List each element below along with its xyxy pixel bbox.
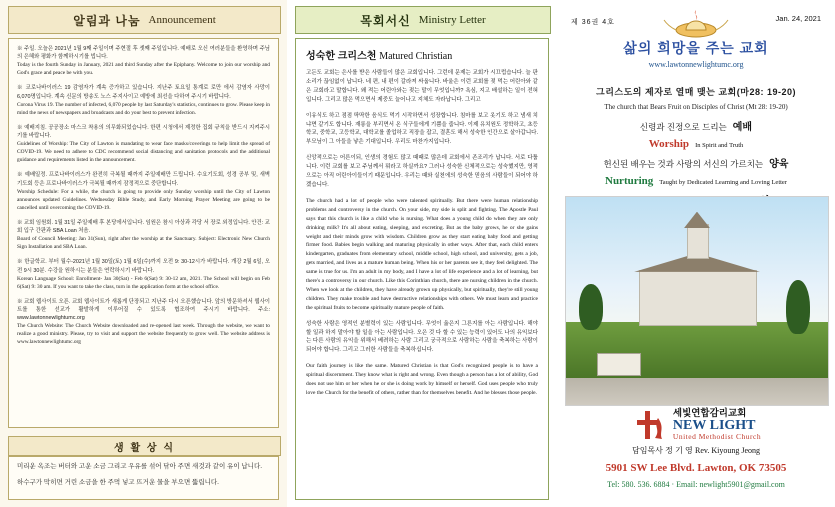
ministry-letter-header-en: Ministry Letter <box>418 14 486 26</box>
announcement-text-ko: ※ 예배일정. 프로나바이러스가 완전히 극복될 때까지 주일예배만 드립니다. 수요기도회, 성경 공부 및, 새벽기도회 등은 프로나바이러스가 극복될 때까지 잠정적으로 중단합니다. <box>17 172 270 187</box>
photo-tree <box>579 284 603 330</box>
announcement-text-ko: ※ 교회 임원회. 1월 31일 주일예배 후 본당에서입니다. 임원은 참시 아상과 각당 서 장로 외정입니다. 안건: 교회 입구 간판과 SBA Loan 처음. <box>17 219 270 235</box>
vision-nurturing-en: Nurturing <box>605 175 654 187</box>
life-tip-item: 하수구가 막히면 거린 소금을 한 주먹 넣고 뜨거운 물을 부으면 뚫립니다. <box>17 479 219 487</box>
vision-verse <box>557 82 835 111</box>
photo-tree <box>786 280 810 334</box>
ministry-closing-en: Our faith journey is like the same. Matured Christian is that God's recognized people is to have a spiritual discernment. They know what is right and wrong. Even though a person has a lot of ability, God does not use him or her when he or she is doing work by himself or herself. God uses people who truly love the Church for the benefit of others, rather than for themselves benefit. And he blesses those people. <box>306 363 538 396</box>
ministry-letter-header-ko: 목회서신 <box>360 13 411 28</box>
announcement-panel <box>0 0 287 507</box>
vision-verse-ko: 그리스도의 제자로 열매 맺는 교회(마28: 19-20) <box>596 87 796 97</box>
ministry-paragraph-ko: 신앙적으로는 어른이되, 인생의 경험도 많고 때때로 많은데 교회에서 존조리가 납니다. 서로 다툽니다. 이런 교회를 보고 주님께서 뭐라고 하실까요? 그러나 성숙한 신체적으로는 성숙했지만, 영적으로는 아직 어린아이들이기 때문입니다. 우리는 때와 실천에의 성숙한 믿음의 사람들이 되어야 하겠습니다. <box>306 155 538 188</box>
announcement-text-en: Today is the fourth Sunday in January, 2021 and third Sunday after the Epiphany. Welcome to join our worship and God's grace and peace be with you. <box>17 62 270 77</box>
church-contact[interactable]: Tel: 580. 536. 6884 · Email: newlight5901@gmail.com <box>607 480 785 489</box>
ministry-letter-title-ko: 성숙한 크리스천 <box>306 51 377 62</box>
pastor-name-en: Rev. Kiyoung Jeong <box>695 446 761 455</box>
announcement-text-ko: ※ 코로나바이러스 19 감염자가 계속 증가하고 있습니다. 지난주 토요일 통계로 로만 에서 감염자 사망이 6,070명입니다. 계속 신문의 방송도 노스 주지사이고 예방에 최선을 다하여 주시기 바랍니다. <box>17 85 270 100</box>
vision-item-nurturing-en <box>557 175 835 187</box>
announcement-text-ko: ※ 교회 웹사이트 오픈. 교회 웹사이트가 새롭게 단장되고 지난주 다시 오픈했습니다. 앞의 방문하셔서 웹사이트를 통한 선교가 활발하게 이루어질 수 있도록 협조하여 주시기 바랍니다. 주소: www.lawtonnewlightumc.org <box>17 298 270 322</box>
church-address: 5901 SW Lee Blvd. Lawton, OK 73505 <box>605 462 787 474</box>
vision-worship-en: Worship <box>648 138 690 150</box>
cross-and-flame-icon <box>631 408 665 442</box>
pastor-line <box>557 445 835 456</box>
church-website[interactable]: www.lawtonnewlightumc.org <box>648 60 744 69</box>
announcement-text-en: Worship Schedule: For a while, the church is going to provide only Sunday worship until the City of Lawton announces updated Guidelines. Wednesday Bible Study, and Early Morning Prayer Meeting are going to be cancelled until overcoming the COVID-19. <box>17 188 270 211</box>
vision-nurturing-en-sub: Taught by Dedicated Learning and Loving Letter <box>659 179 787 186</box>
announcement-text-en: Corona Virus 19. The number of infected, 6,070 people by last Saturday's statistics, continues to grow. Please keep in mind the news of newspapers and broadcasts and do your best to prevent infection. <box>17 101 270 116</box>
church-name-en: NEW LIGHT <box>672 417 756 433</box>
issue-date: Jan. 24, 2021 <box>775 14 821 23</box>
vision-verse-en: The church that Bears Fruit on Disciples of Christ (Mt 28: 19-20) <box>604 103 788 111</box>
announcement-text-en: Guidelines of Worship: The City of Lawton is mandating to wear face masks/coverings to help limit the spread of COVID-19. We need to adhere to CDC recommend social distancing and sanitation protocols and the additional guidance and requirements listed in the announcement. <box>17 141 270 164</box>
announcement-header <box>8 6 281 34</box>
announcement-text-en: Korean Language School: Enrollment- Jan 30(Sat) - Feb 6(Sat) 9: 30-12 am, 2021. The School will begin on Feb 6(Sat) 9: 30 am. If you want to take the class, turn in the application form at the school office. <box>17 275 270 290</box>
church-name-en-sub: United Methodist Church <box>672 432 762 442</box>
ministry-closing-ko: 성숙한 사람은 영적인 분별력이 있는 사람입니다. 무엇이 옳은지 그른지를 아는 사람입니다. 해야 할 일과 하지 말아야 할 일을 아는 사람입니다. 오은 것 다 할 수 있는 능력이 있어도 나의 유익보다는 다른 사람의 유익을 위해서 베려하는 사람 그리고 궁극적으로 사람하는 사람을 축복하는 사람이 되어야 합니다. 그리고 그러한 사람들을 축복하십니다. <box>306 320 538 354</box>
church-slogan: 삶의 희망을 주는 교회 <box>623 40 769 56</box>
church-photo <box>565 196 829 406</box>
announcement-header-en: Announcement <box>148 14 216 26</box>
photo-church-building <box>639 270 756 326</box>
announcement-text-ko: ※ 주일. 오늘은 2021년 1월 9째 주일이며 주현절 후 셋째 주일입니다. 예배로 오신 여러분들을 환영하며 주님의 은혜와 평화가 함께하시기를 빕니다. <box>17 46 270 61</box>
vision-worship-en-sub: In Spirit and Truth <box>695 142 744 149</box>
announcement-item <box>17 171 270 212</box>
announcement-item <box>17 124 270 165</box>
announcement-text-en: The Church Website: The Church Website downloaded and re-opened last week. Through the website, we want to realize a good ministry. Please, try to visit and support the website frequently to grow well. The website address is www.lawtonnewlightumc.org <box>17 323 270 346</box>
photo-church-steeple <box>687 224 710 259</box>
ministry-letter-title <box>306 47 538 62</box>
vision-item-nurturing <box>557 155 835 170</box>
ministry-letter-panel <box>287 0 557 507</box>
life-tips-header-label: 생 활 상 식 <box>114 442 175 454</box>
photo-church-sign <box>597 353 641 376</box>
church-name-block <box>673 409 761 442</box>
announcement-item <box>17 258 270 290</box>
vision-nurturing-ko: 양육 <box>769 159 789 170</box>
ministry-paragraph-ko: 고든도 교회는 은사를 받은 사람들이 많은 교회입니다. 그런데 문제는 교회가 시끄럽습니다. 늘 판소리가 끊임없이 납니다. 네 편, 내 편이 갈라져 싸웁니다. 바울은 이런 교회를 젖 먹는 어린아와 같은 교회라고 말합니다. 왜 적는 어린아와는 젖는 말이 무엇입니까? 욕심, 지고 배설하는 일이 전혀입니다. 그리고 많은 먹으면서 제중도 늘어나고 지체도 자라납니다. 그리고 <box>306 70 538 103</box>
vision-item-worship <box>557 118 835 133</box>
announcement-item <box>17 219 270 251</box>
announcement-header-ko: 알림과 나눔 <box>73 13 141 28</box>
lamp-logo-icon <box>653 6 739 40</box>
ministry-letter-title-en: Matured Christian <box>379 51 453 62</box>
vision-worship-ko: 예배 <box>732 122 753 133</box>
ministry-paragraph-en: The church had a lot of people who were talented spiritually. But there were human relationship problems and controversy in the church. On your side, my side is split and fighting. The Apostle Paul says that this church is like a child who is nursing. What does a young child do when they are only drinking milk? It's all about eating, sleeping, and excreting. But as the baby grows, he or she gains weight and their minds grow with wisdom. Children grow as they start eating baby food and getting firmer food. Babies begin walking and maturing physically in other ways. After that, each child enters kindergarten, graduates from elementary school, middle school, high school, and university, gets a job, gets married, and lives as a mature human being. When his or her parents see it, they feel delighted. The same is true for us. I'm an adult in my body, and I have a lot of life experience and a lot of learning, but there's a controversy in our church. Like this Corinthian church, there are nursing children in the church. When we look at the children, they have already grown up physically, but spiritually, they're still young children. They make trouble and have destructive relationships with others. We must learn and practice the spiritual fruits to become spiritually mature people of faith. <box>306 197 538 311</box>
announcement-item <box>17 45 270 77</box>
ministry-letter-body <box>295 38 549 500</box>
life-tip-item: 미리운 옥조는 버터와 고운 소금 그리고 우유를 섞어 닦아 주면 새것과 같이 유이 납니다. <box>17 463 263 470</box>
church-logo-block <box>557 408 835 442</box>
announcement-item <box>17 298 270 347</box>
ministry-letter-header <box>295 6 551 34</box>
pastor-label-ko: 담임목사 <box>631 446 663 455</box>
announcement-text-ko: ※ 예배지침. 공공장소 마스크 착용의 의무화되었습니다. 한편 시청에서 제정한 집회 규칙을 받드시 지켜주시기를 바랍니다. <box>17 124 270 139</box>
vision-worship-lead: 신령과 진정으로 드리는 <box>639 122 727 132</box>
life-tips-body <box>8 456 279 500</box>
announcement-text-en: Board of Council Meeting: Jan 31(Sun), right after the worship at the Sanctuary. Subject: Electronic New Church Sign Installation and SBA Loan. <box>17 236 270 251</box>
pastor-name-ko: 정 기 영 <box>665 446 693 455</box>
announcement-item <box>17 84 270 116</box>
photo-road <box>566 378 828 405</box>
church-name-ko: 세빛연합감리교회 <box>672 407 747 419</box>
life-tips-header <box>8 436 281 456</box>
announcement-body <box>8 38 279 428</box>
issue-number: 제 36권 4호 <box>571 19 615 26</box>
cover-panel <box>557 0 835 507</box>
ministry-paragraph-ko: 이유식도 하고 점점 딱딱한 음식도 먹기 시작하면서 성장합니다. 침마를 보고 옷기도 하고 냄새 치냐면 같기도 합니다. 재롱을 부리면서 온 식구들에게 기쁨을 줍니다. 이제 유치원도 정학하고, 초등학교, 중학교, 고등학교, 대학교를 졸업하고 직장을 잡고, 결혼도 해서 성숙한 인간으로 살아갑니다. 부모님이 그 아들을 낳은 기대입니다. 우리도 마찬가지입니다. <box>306 112 538 146</box>
vision-item-worship-en <box>557 138 835 150</box>
announcement-text-ko: ※ 한글학교. 부터 월수-2021년 1월 30일(토) 1월 6일(수)까지 오전 9: 30-12시가 바랍니다. 개강 2월 6일, 오전 9시 30분. 수강을 원하시는 분들은 연락하시기 바랍니다. <box>17 259 270 274</box>
vision-nurturing-lead: 헌신된 배우는 것과 사랑의 서신의 가르치는 <box>603 159 764 169</box>
